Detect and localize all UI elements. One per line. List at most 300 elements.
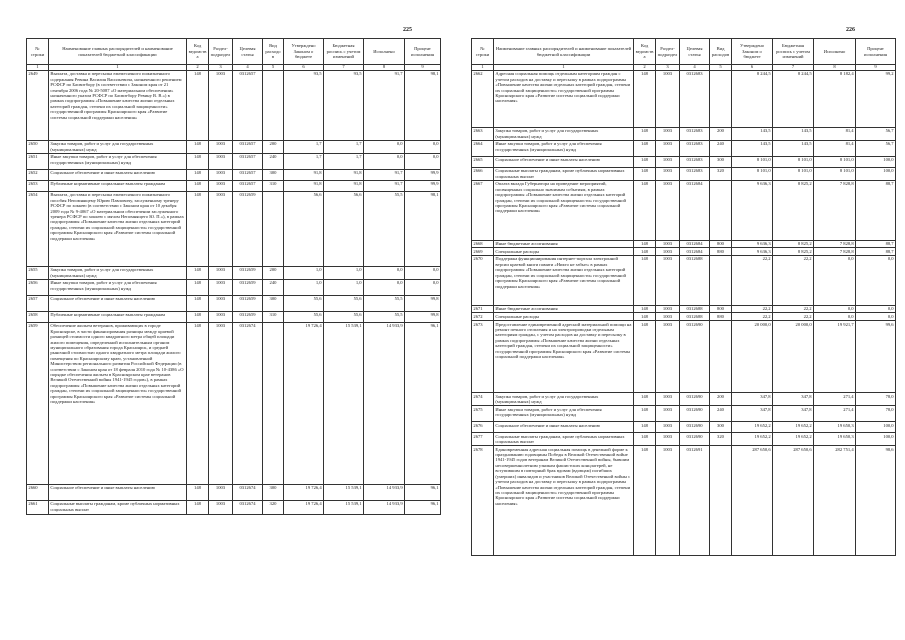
- header-dept-code: Код ведомства: [634, 39, 656, 65]
- expense-type-cell: [263, 70, 284, 140]
- table-row: [472, 313, 896, 321]
- expense-type-cell: [710, 321, 732, 393]
- table-row: [472, 240, 896, 248]
- budget-painting-cell: 19 652,2: [773, 433, 814, 446]
- dept-code-cell: 148: [187, 279, 209, 295]
- table-row: [27, 484, 441, 500]
- row-number-cell: 2661: [27, 500, 49, 514]
- budget-painting-cell: 1,7: [324, 153, 364, 169]
- percent-cell: 0,0: [856, 305, 896, 313]
- header-target-article: Целевая статья: [680, 39, 710, 65]
- executed-cell: 7 828,8: [814, 248, 856, 256]
- row-number-cell: 2665: [472, 156, 494, 167]
- approved-cell: 1,7: [284, 153, 324, 169]
- approved-cell: 55,6: [284, 311, 324, 322]
- approved-cell: 8 101,0: [732, 167, 773, 180]
- executed-cell: 271,4: [814, 393, 856, 406]
- table-row: [27, 191, 441, 266]
- row-number-cell: 2676: [472, 422, 494, 433]
- dept-code-cell: 148: [187, 153, 209, 169]
- approved-cell: 22,2: [732, 255, 773, 305]
- budget-painting-cell: 15 539,1: [324, 322, 364, 484]
- executed-cell: 7 828,8: [814, 240, 856, 248]
- column-number: 5: [263, 65, 284, 71]
- row-number-cell: 2669: [472, 248, 494, 256]
- target-article-cell: 0312683: [680, 70, 710, 127]
- budget-painting-cell: 22,2: [773, 255, 814, 305]
- row-number-cell: 2655: [27, 266, 49, 279]
- expense-type-cell: 240: [263, 153, 284, 169]
- section-cell: 1003: [656, 240, 680, 248]
- budget-painting-cell: 56,6: [324, 191, 364, 266]
- percent-cell: 78,0: [856, 406, 896, 422]
- target-article-cell: 0312684: [680, 240, 710, 248]
- approved-cell: 19 726,4: [284, 500, 324, 514]
- dept-code-cell: 148: [187, 140, 209, 153]
- description-cell: Социальные выплаты гражданам, кроме публичных нормативных социальных выплат: [494, 167, 634, 180]
- executed-cell: 81,4: [814, 140, 856, 156]
- section-cell: 1003: [656, 305, 680, 313]
- description-cell: Публичные нормативные социальные выплаты гражданам: [49, 311, 187, 322]
- expense-type-cell: [710, 255, 732, 305]
- section-cell: 1003: [209, 153, 233, 169]
- percent-cell: 99,9: [405, 180, 441, 191]
- description-cell: Закупка товаров, работ и услуг для государственных (муниципальных) нужд: [494, 393, 634, 406]
- dept-code-cell: 148: [634, 393, 656, 406]
- approved-cell: 22,2: [732, 305, 773, 313]
- target-article-cell: 0312659: [233, 295, 263, 311]
- target-article-cell: 0312688: [680, 305, 710, 313]
- table-row: [472, 422, 896, 433]
- description-cell: Социальное обеспечение и иные выплаты населению: [49, 169, 187, 180]
- budget-painting-cell: 55,6: [324, 295, 364, 311]
- row-number-cell: 2649: [27, 70, 49, 140]
- column-number: 6: [284, 65, 324, 71]
- table-row: [27, 279, 441, 295]
- approved-cell: 56,6: [284, 191, 324, 266]
- column-number: 7: [773, 65, 814, 71]
- approved-cell: 91,8: [284, 180, 324, 191]
- description-cell: Закупка товаров, работ и услуг для государственных (муниципальных) нужд: [49, 266, 187, 279]
- approved-cell: 22,2: [732, 313, 773, 321]
- budget-painting-cell: 143,5: [773, 127, 814, 140]
- row-number-cell: 2670: [472, 255, 494, 305]
- row-number-cell: 2672: [472, 313, 494, 321]
- table-row: [472, 255, 896, 305]
- column-number: 1: [472, 65, 494, 71]
- row-number-cell: 2659: [27, 322, 49, 484]
- column-number: 2: [187, 65, 209, 71]
- percent-cell: 88,7: [856, 248, 896, 256]
- dept-code-cell: 148: [187, 70, 209, 140]
- target-article-cell: 0312691: [680, 446, 710, 556]
- approved-cell: 9 636,3: [732, 240, 773, 248]
- percent-cell: 98,6: [856, 446, 896, 556]
- executed-cell: 282 751,4: [814, 446, 856, 556]
- expense-type-cell: 240: [710, 406, 732, 422]
- description-cell: Иные закупки товаров, работ и услуг для обеспечения государственных (муниципальных) нужд: [49, 153, 187, 169]
- description-cell: Закупка товаров, работ и услуг для государственных (муниципальных) нужд: [49, 140, 187, 153]
- section-cell: 1003: [656, 393, 680, 406]
- executed-cell: 91,7: [364, 70, 405, 140]
- expense-type-cell: [710, 70, 732, 127]
- executed-cell: 8 182,4: [814, 70, 856, 127]
- budget-painting-cell: 91,8: [324, 180, 364, 191]
- description-cell: Социальное обеспечение и иные выплаты населению: [49, 484, 187, 500]
- approved-cell: 9 636,3: [732, 248, 773, 256]
- column-number: 1: [494, 65, 634, 71]
- target-article-cell: 0312683: [680, 167, 710, 180]
- executed-cell: 8 101,0: [814, 156, 856, 167]
- budget-painting-cell: 1,0: [324, 279, 364, 295]
- section-cell: 1003: [656, 446, 680, 556]
- approved-cell: 143,5: [732, 140, 773, 156]
- column-number: 7: [324, 65, 364, 71]
- table-row: [472, 156, 896, 167]
- target-article-cell: 0312657: [233, 153, 263, 169]
- dept-code-cell: 148: [634, 406, 656, 422]
- header-approved: Утверждено Законом о бюджете: [284, 39, 324, 65]
- expense-type-cell: 200: [710, 127, 732, 140]
- column-number: 1: [49, 65, 187, 71]
- target-article-cell: 0312688: [680, 255, 710, 305]
- executed-cell: 0,0: [814, 313, 856, 321]
- section-cell: 1003: [209, 295, 233, 311]
- target-article-cell: 0312684: [680, 248, 710, 256]
- dept-code-cell: 148: [634, 313, 656, 321]
- table-row: [27, 169, 441, 180]
- target-article-cell: 0312690: [680, 433, 710, 446]
- expense-type-cell: 320: [710, 167, 732, 180]
- table-row: [27, 266, 441, 279]
- executed-cell: 0,0: [364, 153, 405, 169]
- target-article-cell: 0312659: [233, 311, 263, 322]
- budget-painting-cell: 22,2: [773, 305, 814, 313]
- row-number-cell: 2673: [472, 321, 494, 393]
- expense-type-cell: 200: [710, 393, 732, 406]
- percent-cell: 88,7: [856, 180, 896, 240]
- description-cell: Иные закупки товаров, работ и услуг для обеспечения государственных (муниципальных) нужд: [49, 279, 187, 295]
- executed-cell: 55,5: [364, 191, 405, 266]
- row-number-cell: 2656: [27, 279, 49, 295]
- executed-cell: 55,5: [364, 311, 405, 322]
- dept-code-cell: 148: [187, 295, 209, 311]
- target-article-cell: 0312688: [680, 313, 710, 321]
- dept-code-cell: 148: [187, 191, 209, 266]
- approved-cell: 287 650,6: [732, 446, 773, 556]
- expense-type-cell: 240: [710, 140, 732, 156]
- section-cell: 1003: [209, 191, 233, 266]
- approved-cell: 19 652,2: [732, 422, 773, 433]
- budget-painting-cell: 8 825,2: [773, 248, 814, 256]
- column-number: 9: [405, 65, 441, 71]
- expense-type-cell: 800: [710, 240, 732, 248]
- row-number-cell: 2657: [27, 295, 49, 311]
- description-cell: Иные бюджетные ассигнования: [494, 305, 634, 313]
- target-article-cell: 0312690: [680, 422, 710, 433]
- expense-type-cell: [263, 322, 284, 484]
- target-article-cell: 0312684: [680, 180, 710, 240]
- expense-type-cell: 320: [263, 500, 284, 514]
- executed-cell: 91,7: [364, 180, 405, 191]
- expense-type-cell: 200: [263, 140, 284, 153]
- table-row: [472, 180, 896, 240]
- executed-cell: 0,0: [814, 305, 856, 313]
- percent-cell: 99,6: [856, 321, 896, 393]
- executed-cell: 0,0: [364, 266, 405, 279]
- table-row: [27, 153, 441, 169]
- dept-code-cell: 148: [634, 446, 656, 556]
- approved-cell: 93,5: [284, 70, 324, 140]
- budget-painting-cell: 8 825,2: [773, 240, 814, 248]
- percent-cell: 0,0: [856, 255, 896, 305]
- table-row: [27, 180, 441, 191]
- budget-painting-cell: 1,0: [324, 266, 364, 279]
- percent-cell: 99,9: [405, 169, 441, 180]
- section-cell: 1003: [209, 70, 233, 140]
- executed-cell: 0,0: [814, 255, 856, 305]
- table-row: [472, 446, 896, 556]
- executed-cell: 0,0: [364, 279, 405, 295]
- dept-code-cell: 148: [634, 140, 656, 156]
- target-article-cell: 0312683: [680, 156, 710, 167]
- approved-cell: 1,7: [284, 140, 324, 153]
- dept-code-cell: 148: [187, 484, 209, 500]
- section-cell: 1003: [656, 255, 680, 305]
- header-dept-code: Код ведомства: [187, 39, 209, 65]
- executed-cell: 91,7: [364, 169, 405, 180]
- approved-cell: 19 726,4: [284, 484, 324, 500]
- header-expense-type: Вид расходов: [263, 39, 284, 65]
- description-cell: Оплата вклада Губернатора на проведение мероприятий, посвященных социально значимым событиям, в рамках подпрограммы «Повышение качества жизни отдельных категорий граждан, степени их социальной защищенности» государственной программы Красноярского края «Развитие системы социальной поддержки населения»: [494, 180, 634, 240]
- dept-code-cell: 148: [634, 127, 656, 140]
- section-cell: 1003: [209, 266, 233, 279]
- table-row: [27, 295, 441, 311]
- expense-type-cell: [710, 180, 732, 240]
- header-section: Раздел-подраздел: [656, 39, 680, 65]
- column-number: 3: [209, 65, 233, 71]
- budget-painting-cell: 20 000,0: [773, 321, 814, 393]
- section-cell: 1003: [209, 169, 233, 180]
- section-cell: 1003: [656, 321, 680, 393]
- budget-table: [26, 38, 441, 515]
- description-cell: Поддержка функционирования интернет-портала электронной версии краевой книги памяти «Никто не забыт» в рамках подпрограммы «Повышение качества жизни отдельных категорий граждан, степени их социальной защищенности» государственной программы Красноярского края «Развитие системы социальной поддержки населения»: [494, 255, 634, 305]
- budget-painting-cell: 15 539,1: [324, 484, 364, 500]
- expense-type-cell: [263, 191, 284, 266]
- section-cell: 1003: [209, 279, 233, 295]
- dept-code-cell: 148: [634, 248, 656, 256]
- section-cell: 1003: [656, 167, 680, 180]
- table-row: [472, 393, 896, 406]
- percent-cell: 100,0: [856, 433, 896, 446]
- target-article-cell: 0312683: [680, 127, 710, 140]
- section-cell: 1003: [656, 433, 680, 446]
- header-section: Раздел-подраздел: [209, 39, 233, 65]
- budget-painting-cell: 15 539,1: [324, 500, 364, 514]
- executed-cell: 14 933,9: [364, 484, 405, 500]
- expense-type-cell: 300: [710, 156, 732, 167]
- approved-cell: 9 636,3: [732, 180, 773, 240]
- executed-cell: 14 933,9: [364, 322, 405, 484]
- section-cell: 1003: [656, 248, 680, 256]
- section-cell: 1003: [656, 180, 680, 240]
- table-row: [472, 305, 896, 313]
- description-cell: Социальное обеспечение и иные выплаты населению: [494, 156, 634, 167]
- dept-code-cell: 148: [634, 433, 656, 446]
- percent-cell: 0,0: [856, 313, 896, 321]
- header-percent: Процент исполнения: [405, 39, 441, 65]
- description-cell: Адресная социальная помощь отдельным категориям граждан с учетом расходов на доставку и пересылку в рамках подпрограммы «Повышение качества жизни отдельных категорий граждан, степени их социальной защищенности» государственной программы Красноярского края «Развитие системы социальной поддержки населения»: [494, 70, 634, 127]
- row-number-cell: 2677: [472, 433, 494, 446]
- table-row: [27, 500, 441, 514]
- header-percent: Процент исполнения: [856, 39, 896, 65]
- row-number-cell: 2666: [472, 167, 494, 180]
- dept-code-cell: 148: [634, 305, 656, 313]
- description-cell: Иные закупки товаров, работ и услуг для обеспечения государственных (муниципальных) нужд: [494, 140, 634, 156]
- expense-type-cell: 300: [263, 484, 284, 500]
- dept-code-cell: 148: [634, 255, 656, 305]
- table-row: [472, 406, 896, 422]
- percent-cell: 98,1: [405, 191, 441, 266]
- budget-painting-cell: 8 101,0: [773, 167, 814, 180]
- budget-painting-cell: 143,5: [773, 140, 814, 156]
- column-number: 8: [364, 65, 405, 71]
- header-name: Наименование главных распорядителей и наименование показателей бюджетной классификации: [49, 39, 187, 65]
- target-article-cell: 0312659: [233, 279, 263, 295]
- header-executed: Исполнено: [364, 39, 405, 65]
- dept-code-cell: 148: [187, 266, 209, 279]
- budget-painting-cell: 8 825,2: [773, 180, 814, 240]
- percent-cell: 100,0: [856, 167, 896, 180]
- header-expense-type: Вид расходов: [710, 39, 732, 65]
- target-article-cell: 0312674: [233, 500, 263, 514]
- header-name: Наименование главных распорядителей и наименование показателей бюджетной классификации: [494, 39, 634, 65]
- row-number-cell: 2667: [472, 180, 494, 240]
- expense-type-cell: 300: [263, 295, 284, 311]
- budget-painting-cell: 91,8: [324, 169, 364, 180]
- section-cell: 1003: [656, 313, 680, 321]
- executed-cell: 14 933,9: [364, 500, 405, 514]
- header-budget-painting: Бюджетная роспись с учетом изменений: [324, 39, 364, 65]
- percent-cell: 88,7: [856, 240, 896, 248]
- percent-cell: 99,8: [405, 311, 441, 322]
- dept-code-cell: 148: [634, 422, 656, 433]
- target-article-cell: 0312674: [233, 322, 263, 484]
- row-number-cell: 2678: [472, 446, 494, 556]
- table-row: [472, 321, 896, 393]
- table-row: [472, 167, 896, 180]
- percent-cell: 96,1: [405, 484, 441, 500]
- description-cell: Закупка товаров, работ и услуг для государственных (муниципальных) нужд: [494, 127, 634, 140]
- approved-cell: 1,0: [284, 279, 324, 295]
- expense-type-cell: 240: [263, 279, 284, 295]
- target-article-cell: 0312690: [680, 321, 710, 393]
- column-number: 4: [233, 65, 263, 71]
- description-cell: Иные бюджетные ассигнования: [494, 240, 634, 248]
- target-article-cell: 0312659: [233, 191, 263, 266]
- budget-painting-cell: 93,5: [324, 70, 364, 140]
- description-cell: Выплата, доставка и пересылка ежемесячного пожизненного пособия Непомнящему Юрию Павловичу, заслуженному тренеру РСФСР по хоккею (в соответствии с Законом края от 10 декабря 2009 года № 9-4067 «О материальном обеспечении заслуженного тренера РСФСР по хоккею с мячом Непомнящего Ю. П.»), в рамках подпрограммы «Повышение качества жизни отдельных категорий граждан, степени их социальной защищенности» государственной программы Красноярского края «Развитие системы социальной поддержки населения»: [49, 191, 187, 266]
- row-number-cell: 2675: [472, 406, 494, 422]
- section-cell: 1003: [209, 322, 233, 484]
- percent-cell: 78,0: [856, 393, 896, 406]
- right-page: [452, 0, 905, 640]
- section-cell: 1003: [656, 70, 680, 127]
- executed-cell: 0,0: [364, 140, 405, 153]
- percent-cell: 56,7: [856, 140, 896, 156]
- percent-cell: 100,0: [856, 422, 896, 433]
- executed-cell: 55,5: [364, 295, 405, 311]
- row-number-cell: 2674: [472, 393, 494, 406]
- target-article-cell: 0312657: [233, 169, 263, 180]
- percent-cell: 0,0: [405, 279, 441, 295]
- column-number: 3: [656, 65, 680, 71]
- expense-type-cell: 300: [263, 169, 284, 180]
- row-number-cell: 2671: [472, 305, 494, 313]
- expense-type-cell: 880: [710, 248, 732, 256]
- budget-painting-cell: 55,6: [324, 311, 364, 322]
- expense-type-cell: [710, 446, 732, 556]
- row-number-cell: 2651: [27, 153, 49, 169]
- dept-code-cell: 148: [634, 70, 656, 127]
- percent-cell: 0,0: [405, 266, 441, 279]
- column-number: 1: [27, 65, 49, 71]
- percent-cell: 0,0: [405, 153, 441, 169]
- executed-cell: 271,4: [814, 406, 856, 422]
- header-budget-painting: Бюджетная роспись с учетом изменений: [773, 39, 814, 65]
- table-row: [27, 140, 441, 153]
- description-cell: Выплата, доставка и пересылка ежемесячного пожизненного содержания Ревина Василия Васильевича, назначенного решением РСФСР по Басвитбору (в соответствии с Законом края от 21 сентября 2006 года № 20-5087 «О материальном обеспечении» назначенного указом РСФСР по Басвитбору Ревину В. В.») в рамках подпрограммы «Повышение качества жизни отдельных категорий граждан, степени их социальной защищенности» государственной программы Красноярского края «Развитие системы социальной поддержки населения»: [49, 70, 187, 140]
- percent-cell: 98,1: [405, 70, 441, 140]
- description-cell: Социальное обеспечение и иные выплаты населению: [494, 422, 634, 433]
- column-number: 8: [814, 65, 856, 71]
- section-cell: 1003: [209, 140, 233, 153]
- dept-code-cell: 148: [634, 321, 656, 393]
- description-cell: Социальные выплаты гражданам, кроме публичных нормативных социальных выплат: [49, 500, 187, 514]
- percent-cell: 99,8: [405, 295, 441, 311]
- expense-type-cell: 200: [263, 266, 284, 279]
- table-row: [27, 70, 441, 140]
- target-article-cell: 0312657: [233, 140, 263, 153]
- dept-code-cell: 148: [634, 180, 656, 240]
- column-number: 9: [856, 65, 896, 71]
- column-number: 4: [680, 65, 710, 71]
- table-row: [27, 322, 441, 484]
- expense-type-cell: 310: [263, 180, 284, 191]
- executed-cell: 19 921,7: [814, 321, 856, 393]
- approved-cell: 347,8: [732, 406, 773, 422]
- column-number: 6: [732, 65, 773, 71]
- row-number-cell: 2663: [472, 127, 494, 140]
- description-cell: Единовременная адресная социальная помощь в денежной форме к празднованию годовщины Победы в Великой Отечественной войне 1941-1945 годов ветеранам Великой Отечественной войны, бывшим несовершеннолетним узникам фашистских концлагерей, не вступившим в повторный брак вдовам (вдовцам) погибших (умерших) инвалидов и участников Великой Отечественной войны с учетом расходов на доставку и пересылку в рамках подпрограммы «Повышение качества жизни отдельных категорий граждан, степени их социальной защищенности» государственной программы Красноярского края «Развитие системы социальной поддержки населения»: [494, 446, 634, 556]
- row-number-cell: 2653: [27, 180, 49, 191]
- row-number-cell: 2650: [27, 140, 49, 153]
- percent-cell: 99,2: [856, 70, 896, 127]
- expense-type-cell: 300: [710, 422, 732, 433]
- table-row: [472, 433, 896, 446]
- target-article-cell: 0312674: [233, 484, 263, 500]
- target-article-cell: 0312690: [680, 406, 710, 422]
- executed-cell: 8 101,0: [814, 167, 856, 180]
- section-cell: 1003: [656, 406, 680, 422]
- header-row-number: № строки: [472, 39, 494, 65]
- expense-type-cell: 320: [710, 433, 732, 446]
- approved-cell: 20 000,0: [732, 321, 773, 393]
- row-number-cell: 2660: [27, 484, 49, 500]
- expense-type-cell: 310: [263, 311, 284, 322]
- section-cell: 1003: [209, 500, 233, 514]
- dept-code-cell: 148: [634, 156, 656, 167]
